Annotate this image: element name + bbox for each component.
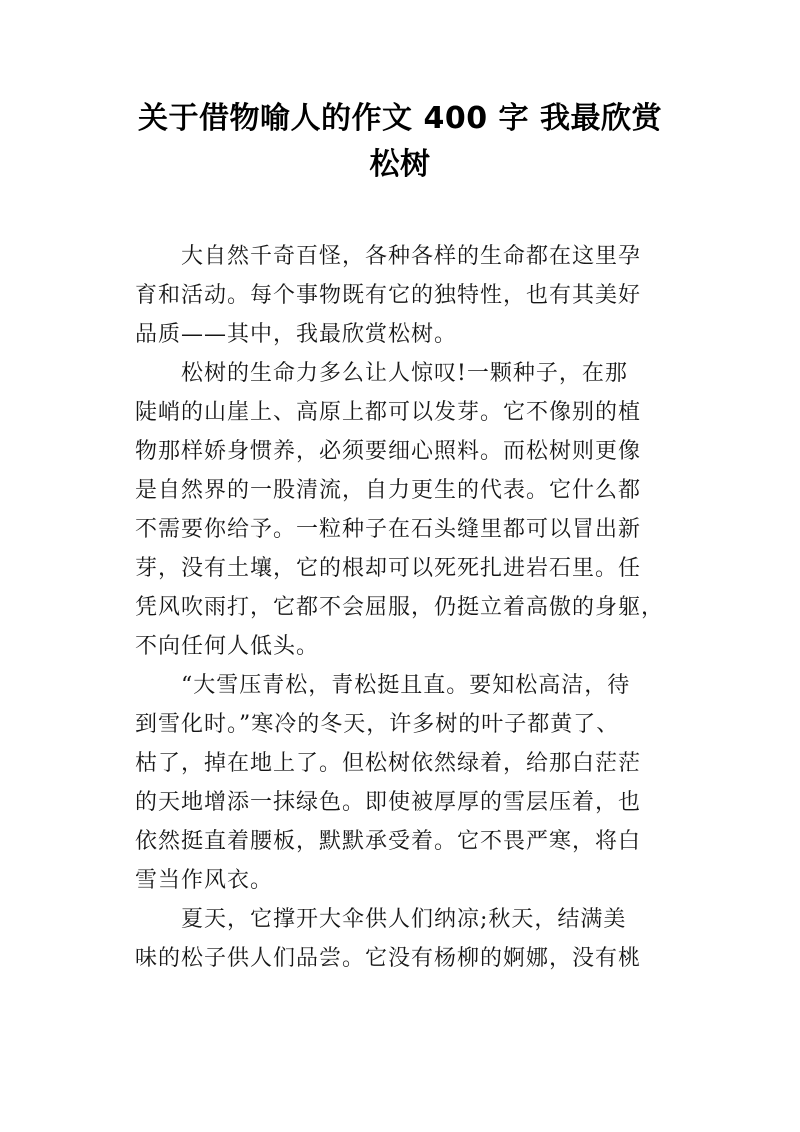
paragraph-line: 芽，没有土壤，它的根却可以死死扎进岩石里。任 [135, 556, 642, 581]
paragraph-line: 不需要你给予。一粒种子在石头缝里都可以冒出新 [135, 517, 642, 542]
paragraph-line: 到雪化时。”寒冷的冬天，许多树的叶子都黄了、 [135, 712, 620, 737]
title-line: 关于借物喻人的作文 400 字 我最欣赏 [138, 101, 662, 136]
paragraph-line: 是自然界的一股清流，自力更生的代表。它什么都 [135, 478, 642, 503]
paragraph-line: 雪当作风衣。 [135, 868, 274, 893]
paragraph-line: 的天地增添一抹绿色。即使被厚厚的雪层压着，也 [135, 790, 642, 815]
paragraph-line: 品质——其中，我最欣赏松树。 [135, 322, 458, 347]
paragraph-line: 不向任何人低头。 [135, 634, 320, 659]
paragraph-line: 味的松子供人们品尝。它没有杨柳的婀娜，没有桃 [135, 946, 642, 971]
paragraph-line: “大雪压青松，青松挺且直。要知松高洁，待 [181, 673, 631, 698]
document-body [135, 237, 667, 978]
title-line: 松树 [369, 147, 431, 182]
paragraph-line: 依然挺直着腰板，默默承受着。它不畏严寒，将白 [135, 829, 642, 854]
paragraph-line: 大自然千奇百怪，各种各样的生命都在这里孕 [181, 244, 642, 269]
paragraph-4 [135, 900, 667, 978]
paragraph-line: 物那样娇身惯养，必须要细心照料。而松树则更像 [135, 439, 642, 464]
paragraph-line: 夏天，它撑开大伞供人们纳凉;秋天，结满美 [181, 907, 627, 932]
document-title [100, 96, 700, 188]
paragraph-1 [135, 237, 667, 354]
paragraph-line: 枯了，掉在地上了。但松树依然绿着，给那白茫茫 [135, 751, 642, 776]
paragraph-2 [135, 354, 667, 666]
paragraph-line: 陡峭的山崖上、高原上都可以发芽。它不像别的植 [135, 400, 642, 425]
paragraph-line: 凭风吹雨打，它都不会屈服，仍挺立着高傲的身躯， [135, 595, 665, 620]
paragraph-3 [135, 666, 667, 900]
paragraph-line: 育和活动。每个事物既有它的独特性，也有其美好 [135, 283, 642, 308]
paragraph-line: 松树的生命力多么让人惊叹!一颗种子，在那 [181, 361, 628, 386]
